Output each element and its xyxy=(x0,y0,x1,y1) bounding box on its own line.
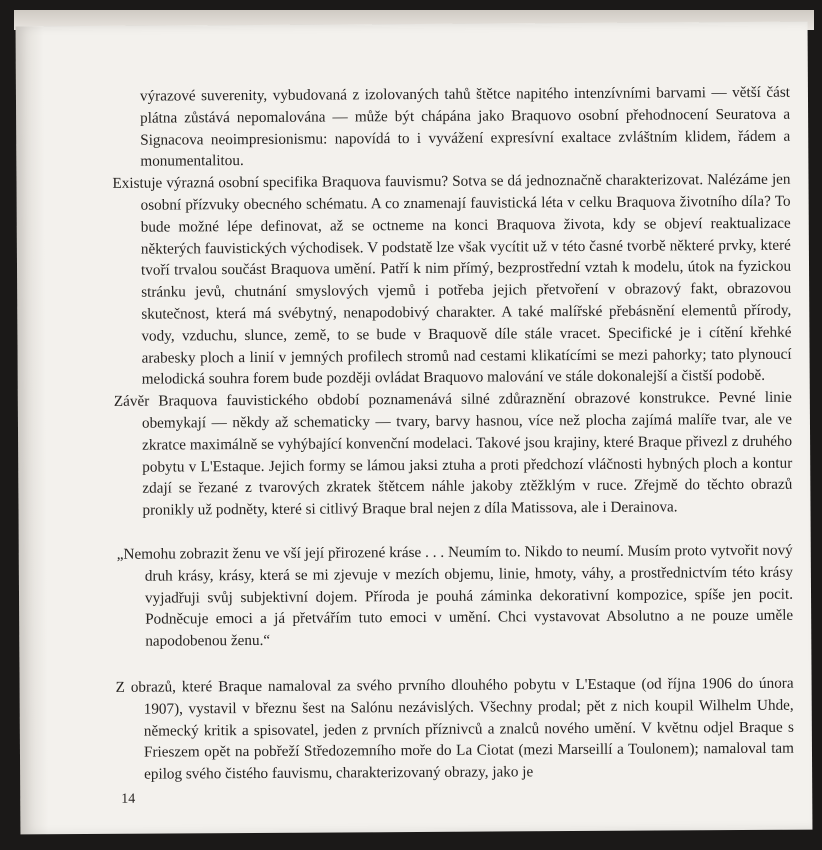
body-text xyxy=(112,82,794,786)
page-number: 14 xyxy=(121,791,136,807)
paragraph-continuation: výrazové suverenity, vybudovaná z izolovaných tahů štětce napitého intenzívními barvami — větší část plátna zůstává nepomalována — může být chápána jako Braquovo osobní přehodnocení Seuratova a Signacova neoimpresionismu: napovídá to i vyvážení expresívní exaltace zvláštním klidem, řádem a monumentalitou. xyxy=(139,83,791,171)
braque-quote: „Nemohu zobrazit ženu ve vší její přirozené kráse . . . Neumím to. Nikdo to neumí. Musím proto vytvořit nový druh krásy, krásy, která se mi zjevuje v mezích objemu, linie, hmoty, váhy, a prostřednictvím této krásy vyjadřuji svůj subjektivní dojem. Příroda je pouhá záminka dekorativní kompozice, spíše jen pocit. Podněcuje emoci a já přetvářím tuto emoci v umění. Chci vystavovat Absolutno a ne pouze uměle napodobenou ženu.“ xyxy=(116,541,794,650)
paragraph-fauvism-specifics: Existuje výrazná osobní specifika Braquova fauvismu? Sotva se dá jednoznačně charakterizovat. Nalézáme jen osobní přízvuky obecného schématu. A co znamenají fauvistická léta v celku Braquova životního díla? To bude možné lépe definovat, až se octneme na konci Braquova života, kdy se objeví reaktualizace některých fauvistických východisek. V podstatě lze však vycítit už v této časné tvorbě některé prvky, které tvoří trvalou součást Braquova umění. Patří k nim přímý, bezprostřední vztah k modelu, útok na fyzickou stránku jevů, chutnání smyslových vjemů i potřeba jejich přetvoření v obrazový fakt, obrazovou skutečnost, která má svébytný, nenapodobivý charakter. A také malířské přebásnění elementů přírody, vody, vzduchu, slunce, země, to se bude v Braquově díle stále vracet. Specifické je i cítění křehké arabesky ploch a linií v jemných profilech stromů nad cestami klikatícími se mezi pahorky; tato plynoucí melodická souhra forem bude později ovládat Braquovo malování ve stále dokonalejší a čistší podobě. xyxy=(112,170,792,389)
book-page xyxy=(16,22,813,835)
paragraph-lestaque-paintings: Z obrazů, které Braque namaloval za svého prvního dlouhého pobytu v L'Estaque (od října 1906 do února 1907), vystavil v březnu šest na Salónu nezávislých. Všechny prodal; pět z nich koupil Wilhelm Uhde, německý kritik a spisovatel, jeden z prvních příznivců a znalců nového umění. V květnu odjel Braque s Frieszem opět na pobřeží Středozemního moře do La Ciotat (mezi Marseillí a Toulonem); namaloval tam epilog svého čistého fauvismu, charakterizovaný obrazy, jako je xyxy=(115,674,795,783)
paragraph-end-of-fauvism: Závěr Braquova fauvistického období poznamenává silné zdůraznění obrazové konstrukce. Pevné linie obemykají — někdy až schematicky — tvary, barvy hasnou, více než plocha zajímá malíře tvar, ale ve zkratce maximálně se vyhýbající konvenční modelaci. Takové jsou krajiny, které Braque přivezl z druhého pobytu v L'Estaque. Jejich formy se lámou jaksi ztuha a proti předchozí vláčnosti hybných ploch a kontur zdají se řezané z tvarových zkratek štětcem náhle jakoby ztěžklým v ruce. Zřejmě do těchto obrazů pronikly už podněty, které si citlivý Braque bral nejen z díla Matissova, ale i Derainova. xyxy=(113,388,793,519)
